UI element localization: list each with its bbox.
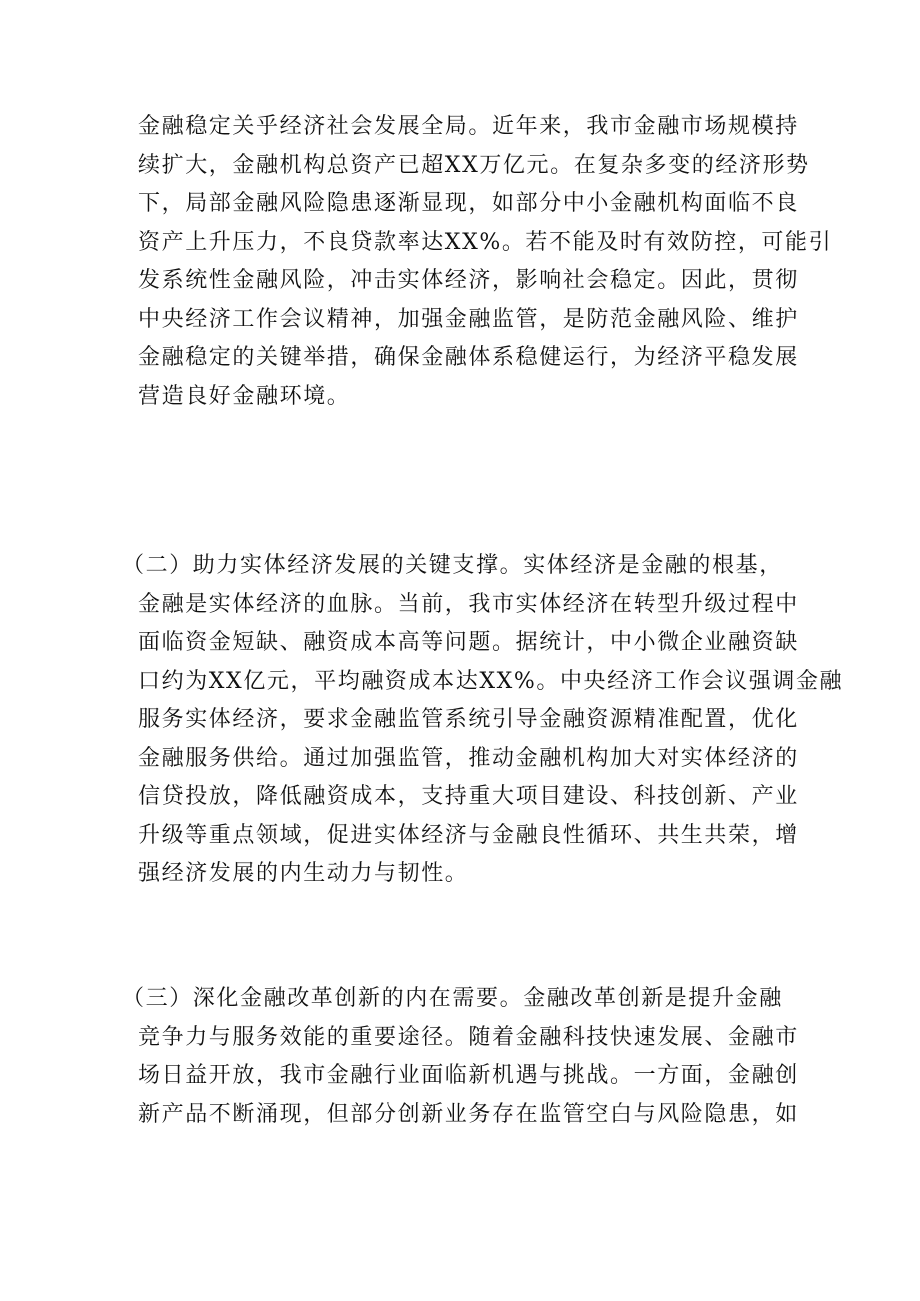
text-line: 强经济发展的内生动力与韧性。 bbox=[138, 861, 469, 886]
text-line: 发系统性金融风险，冲击实体经济，影响社会稳定。因此，贯彻 bbox=[138, 268, 799, 293]
text-line: 服务实体经济，要求金融监管系统引导金融资源精准配置，优化 bbox=[138, 707, 799, 732]
text-line: 中央经济工作会议精神，加强金融监管，是防范金融风险、维护 bbox=[138, 306, 799, 332]
text-line: 续扩大，金融机构总资产已超XX万亿元。在复杂多变的经济形势 bbox=[138, 152, 810, 178]
text-line: 营造良好金融环境。 bbox=[138, 383, 351, 409]
text-line: 信贷投放，降低融资成本，支持重大项目建设、科技创新、产业 bbox=[138, 784, 799, 809]
text-line: 下，局部金融风险隐患逐渐显现，如部分中小金融机构面临不良 bbox=[138, 191, 799, 216]
paragraph-real-economy-support bbox=[122, 547, 844, 894]
text-line: 场日益开放，我市金融行业面临新机遇与挑战。一方面，金融创 bbox=[138, 1063, 799, 1088]
text-line: 金融是实体经济的血脉。当前，我市实体经济在转型升级过程中 bbox=[138, 591, 799, 617]
text-line: 金融稳定的关键举措，确保金融体系稳健运行，为经济平稳发展 bbox=[138, 345, 799, 370]
paragraph-financial-stability bbox=[138, 108, 833, 416]
text-line: 新产品不断涌现，但部分创新业务存在监管空白与风险隐患，如 bbox=[138, 1101, 799, 1127]
text-line: 金融稳定关乎经济社会发展全局。近年来，我市金融市场规模持 bbox=[138, 114, 799, 139]
text-line: 资产上升压力，不良贷款率达XX%。若不能及时有效防控，可能引 bbox=[138, 229, 833, 255]
text-line: 面临资金短缺、融资成本高等问题。据统计，中小微企业融资缺 bbox=[138, 630, 799, 655]
text-line: （三）深化金融改革创新的内在需要。金融改革创新是提升金融 bbox=[122, 986, 783, 1011]
text-line: （二）助力实体经济发展的关键支撑。实体经济是金融的根基， bbox=[122, 553, 783, 578]
text-line: 金融服务供给。通过加强监管，推动金融机构加大对实体经济的 bbox=[138, 745, 799, 771]
paragraph-reform-innovation bbox=[122, 980, 799, 1134]
text-line: 升级等重点领域，促进实体经济与金融良性循环、共生共荣，增 bbox=[138, 822, 799, 848]
text-line: 口约为XX亿元，平均融资成本达XX%。中央经济工作会议强调金融 bbox=[138, 668, 844, 694]
text-line: 竞争力与服务效能的重要途径。随着金融科技快速发展、金融市 bbox=[138, 1024, 799, 1050]
